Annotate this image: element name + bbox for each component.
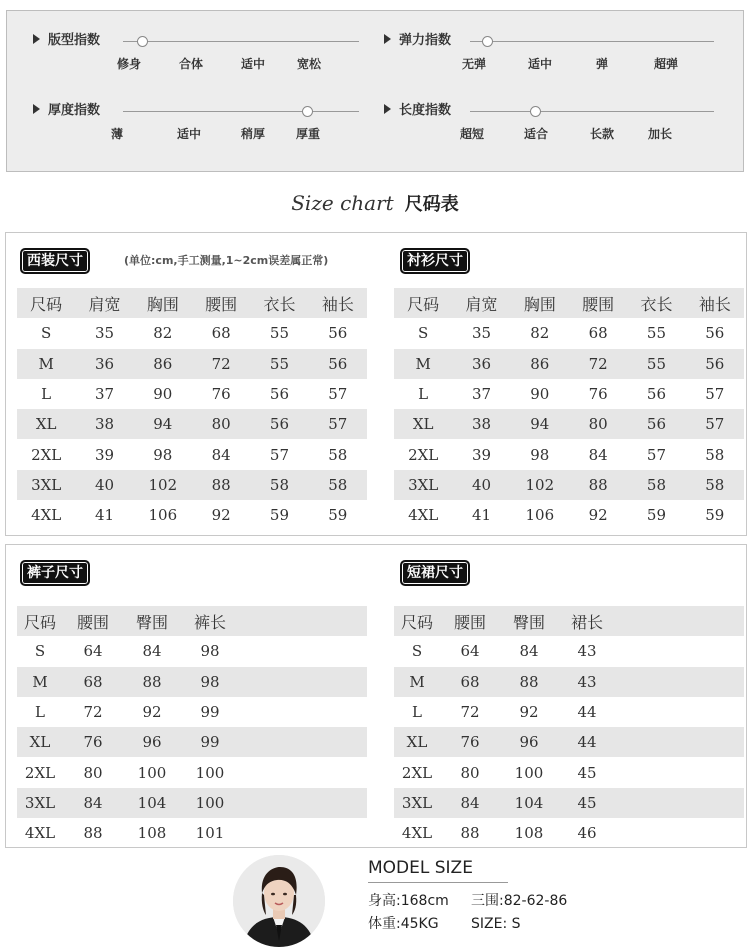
table-cell	[239, 727, 367, 757]
table-cell: 92	[519, 703, 539, 722]
table-row	[394, 439, 744, 469]
table-cell: 76	[63, 727, 123, 757]
table-header-cell: 胸围	[511, 288, 569, 318]
table-cell: 55	[627, 349, 685, 379]
index-option: 修身	[116, 57, 141, 71]
table-cell: 82	[153, 324, 173, 343]
table-cell: 3XL	[394, 788, 440, 818]
table-cell	[616, 667, 744, 697]
table-cell: 88	[500, 667, 558, 697]
table-cell: 98	[200, 642, 220, 661]
table-cell: XL	[17, 409, 75, 439]
table-header-cell: 肩宽	[452, 288, 510, 318]
table-cell: 59	[269, 506, 290, 525]
table-header-cell: 袖长	[686, 288, 744, 318]
table-cell: 56	[309, 349, 367, 379]
index-option: 长款	[589, 127, 614, 141]
table-cell	[616, 757, 744, 787]
table-cell: 56	[328, 324, 348, 343]
table-cell	[616, 697, 744, 727]
table-cell	[239, 636, 367, 666]
table-cell: 106	[525, 506, 555, 525]
table-cell: 92	[142, 703, 162, 722]
table-header-row	[394, 288, 744, 318]
index-indicator-knob	[302, 106, 313, 117]
table-cell: 55	[250, 349, 308, 379]
table-cell: XL	[394, 727, 440, 757]
table-cell: 56	[627, 409, 685, 439]
triangle-icon	[384, 34, 391, 44]
table-cell: L	[412, 703, 422, 722]
table-cell: 80	[569, 409, 627, 439]
table-cell: S	[418, 324, 429, 343]
measurement-note: (单位:cm,手工测量,1~2cm误差属正常)	[124, 254, 329, 267]
table-cell: S	[34, 642, 46, 661]
table-cell: 98	[181, 667, 239, 697]
table-cell: 56	[686, 349, 744, 379]
table-header-cell: 尺码	[17, 606, 63, 636]
elasticity-index	[384, 33, 724, 83]
table-header-cell: 袖长	[309, 288, 367, 318]
index-option: 适合	[523, 127, 548, 141]
table-cell: 88	[569, 470, 627, 500]
table-cell: 55	[269, 324, 290, 343]
index-indicator-knob	[137, 36, 148, 47]
table-row	[17, 818, 367, 848]
table-cell: 35	[94, 324, 115, 343]
shirt-size-badge: 衬衫尺寸	[400, 248, 470, 274]
table-cell: 38	[75, 409, 133, 439]
table-cell: 36	[452, 349, 510, 379]
table-header-cell: 尺码	[394, 288, 452, 318]
table-row	[394, 349, 744, 379]
table-row	[394, 757, 744, 787]
table-cell: 68	[588, 324, 608, 343]
table-cell: 88	[192, 470, 250, 500]
index-option: 无弹	[461, 57, 486, 71]
table-cell: 72	[460, 703, 480, 722]
table-cell: M	[17, 349, 75, 379]
table-row	[17, 788, 367, 818]
table-cell: 56	[705, 324, 725, 343]
table-header-cell: 臀围	[500, 606, 558, 636]
index-option: 适中	[527, 57, 552, 71]
table-cell: 41	[471, 506, 492, 525]
table-row	[17, 409, 367, 439]
table-cell: 57	[269, 445, 290, 464]
model-portrait-icon	[233, 855, 325, 947]
table-row	[394, 409, 744, 439]
index-track	[123, 111, 359, 112]
table-cell: S	[411, 642, 423, 661]
table-cell: 108	[514, 824, 544, 843]
table-cell: 84	[142, 642, 162, 661]
table-header-cell: 衣长	[250, 288, 308, 318]
table-cell: 80	[460, 763, 480, 782]
table-cell: 104	[123, 788, 181, 818]
elasticity-index-label: 弹力指数	[399, 33, 452, 48]
shirt-size-table	[394, 288, 744, 530]
table-header-cell: 裙长	[558, 606, 616, 636]
table-cell: 90	[530, 385, 550, 404]
table-cell	[239, 757, 367, 787]
model-size: SIZE: S	[471, 916, 521, 932]
table-cell	[239, 818, 367, 848]
table-cell: 45	[558, 788, 616, 818]
table-cell: 58	[250, 470, 308, 500]
table-row	[394, 318, 744, 348]
table-cell: 100	[195, 763, 225, 782]
suit-size-badge: 西装尺寸	[20, 248, 90, 274]
pants-size-badge: 裤子尺寸	[20, 560, 90, 586]
table-cell: 101	[195, 824, 225, 843]
table-cell: 58	[705, 445, 725, 464]
table-cell: 68	[63, 667, 123, 697]
table-row	[394, 500, 744, 530]
table-cell: 35	[471, 324, 492, 343]
table-cell: 94	[511, 409, 569, 439]
table-cell: 3XL	[394, 470, 452, 500]
table-cell: 108	[137, 824, 167, 843]
table-cell: 68	[211, 324, 231, 343]
table-cell: 84	[588, 445, 608, 464]
table-cell	[239, 697, 367, 727]
table-cell: 104	[500, 788, 558, 818]
table-header-cell: 腰围	[192, 288, 250, 318]
table-cell: 3XL	[17, 470, 75, 500]
table-cell: M	[17, 667, 63, 697]
table-cell: 82	[530, 324, 550, 343]
table-cell: L	[418, 385, 429, 404]
table-cell: 57	[309, 409, 367, 439]
table-cell: 84	[211, 445, 231, 464]
fit-index	[33, 33, 373, 83]
bottom-size-charts	[5, 544, 747, 848]
index-option: 适中	[240, 57, 265, 71]
model-height: 身高:168cm	[368, 893, 449, 909]
table-cell: 86	[134, 349, 192, 379]
table-cell: 80	[192, 409, 250, 439]
table-cell: 45	[577, 763, 597, 782]
table-cell: 39	[471, 445, 492, 464]
index-option: 适中	[176, 127, 201, 141]
table-cell: 72	[83, 703, 103, 722]
table-cell: 56	[250, 409, 308, 439]
table-cell: 106	[148, 506, 178, 525]
table-header-cell: 腰围	[63, 606, 123, 636]
table-cell: 55	[646, 324, 667, 343]
skirt-size-badge: 短裙尺寸	[400, 560, 470, 586]
table-cell: 102	[134, 470, 192, 500]
index-panel	[6, 10, 744, 172]
table-cell: L	[41, 385, 52, 404]
table-cell	[616, 636, 744, 666]
table-row	[17, 470, 367, 500]
top-size-charts	[5, 232, 747, 536]
table-cell: 98	[530, 445, 550, 464]
table-cell: 59	[328, 506, 348, 525]
model-measurements: 三围:82-62-86	[471, 893, 568, 909]
table-row	[17, 379, 367, 409]
table-cell: 40	[75, 470, 133, 500]
table-cell: 98	[153, 445, 173, 464]
table-cell: 4XL	[408, 506, 439, 525]
table-row	[394, 379, 744, 409]
table-cell: 4XL	[401, 824, 433, 843]
table-cell: 76	[211, 385, 231, 404]
index-option: 薄	[110, 127, 123, 141]
table-cell: 72	[569, 349, 627, 379]
triangle-icon	[33, 104, 40, 114]
table-header-cell: 臀围	[123, 606, 181, 636]
table-row	[17, 500, 367, 530]
table-cell: 100	[137, 763, 167, 782]
table-cell: 88	[83, 824, 103, 843]
table-cell: 80	[83, 763, 103, 782]
length-index-label: 长度指数	[399, 103, 452, 118]
length-index	[384, 103, 724, 153]
table-cell: 37	[471, 385, 492, 404]
table-cell: 46	[577, 824, 597, 843]
table-cell: 99	[200, 703, 220, 722]
table-cell: 84	[519, 642, 539, 661]
table-cell: 88	[460, 824, 480, 843]
table-cell: S	[41, 324, 52, 343]
table-cell: 3XL	[17, 788, 63, 818]
table-cell: 84	[63, 788, 123, 818]
table-cell: XL	[394, 409, 452, 439]
table-cell: 39	[94, 445, 115, 464]
thickness-index	[33, 103, 373, 153]
table-cell: 37	[94, 385, 115, 404]
table-cell: 59	[705, 506, 725, 525]
pants-size-table	[17, 606, 367, 848]
table-row	[394, 636, 744, 666]
table-cell: 4XL	[31, 506, 62, 525]
size-chart-heading-zh: 尺码表	[404, 194, 459, 215]
model-size-title: MODEL SIZE	[368, 858, 473, 878]
thickness-index-title	[33, 103, 100, 119]
triangle-icon	[33, 34, 40, 44]
table-row	[17, 636, 367, 666]
table-row	[394, 727, 744, 757]
table-cell: 100	[514, 763, 544, 782]
table-cell: 64	[460, 642, 480, 661]
index-option: 稍厚	[240, 127, 265, 141]
model-size-divider	[368, 882, 508, 883]
table-cell: 40	[452, 470, 510, 500]
index-option: 弹	[595, 57, 608, 71]
table-cell: 64	[83, 642, 103, 661]
table-cell: 58	[328, 445, 348, 464]
table-header-cell: 腰围	[569, 288, 627, 318]
table-cell: 57	[705, 385, 725, 404]
index-track	[470, 41, 714, 42]
table-cell: 2XL	[24, 763, 56, 782]
table-cell: 43	[558, 667, 616, 697]
table-row	[17, 439, 367, 469]
table-cell: 44	[558, 727, 616, 757]
table-cell: 2XL	[408, 445, 439, 464]
table-row	[17, 349, 367, 379]
table-cell: 56	[269, 385, 290, 404]
table-header-row	[17, 606, 367, 636]
table-row	[394, 788, 744, 818]
table-cell: 96	[500, 727, 558, 757]
table-cell: 100	[181, 788, 239, 818]
table-row	[394, 470, 744, 500]
table-cell: M	[394, 349, 452, 379]
index-indicator-knob	[482, 36, 493, 47]
index-track	[123, 41, 359, 42]
table-header-cell: 胸围	[134, 288, 192, 318]
table-cell	[616, 727, 744, 757]
table-cell: 99	[181, 727, 239, 757]
table-cell: 96	[123, 727, 181, 757]
suit-size-table	[17, 288, 367, 530]
table-row	[17, 727, 367, 757]
index-option: 超短	[459, 127, 484, 141]
table-row	[394, 697, 744, 727]
model-avatar	[233, 855, 325, 947]
model-weight: 体重:45KG	[368, 916, 439, 932]
size-chart-heading	[0, 190, 750, 218]
index-track	[470, 111, 714, 112]
table-cell: 57	[646, 445, 667, 464]
thickness-index-label: 厚度指数	[48, 103, 101, 118]
table-cell: 58	[627, 470, 685, 500]
table-cell: 76	[588, 385, 608, 404]
table-row	[394, 818, 744, 848]
table-cell: 84	[440, 788, 500, 818]
index-indicator-knob	[530, 106, 541, 117]
table-cell: L	[35, 703, 45, 722]
table-cell: M	[394, 667, 440, 697]
table-cell: 43	[577, 642, 597, 661]
table-cell	[239, 788, 367, 818]
table-cell: 58	[686, 470, 744, 500]
index-option: 加长	[647, 127, 672, 141]
table-cell	[239, 667, 367, 697]
elasticity-index-title	[384, 33, 451, 49]
table-cell: XL	[17, 727, 63, 757]
index-option: 厚重	[295, 127, 320, 141]
table-header-cell: 衣长	[627, 288, 685, 318]
table-cell: 57	[686, 409, 744, 439]
table-header-cell: 尺码	[17, 288, 75, 318]
size-chart-heading-en: Size chart	[291, 191, 394, 215]
triangle-icon	[384, 104, 391, 114]
table-cell: 4XL	[24, 824, 56, 843]
fit-index-label: 版型指数	[48, 33, 101, 48]
table-cell: 58	[309, 470, 367, 500]
table-cell: 72	[192, 349, 250, 379]
index-option: 宽松	[296, 57, 321, 71]
table-cell: 36	[75, 349, 133, 379]
table-cell: 88	[123, 667, 181, 697]
table-cell: 38	[452, 409, 510, 439]
table-cell: 102	[511, 470, 569, 500]
table-cell: 2XL	[31, 445, 62, 464]
table-row	[17, 697, 367, 727]
table-cell: 41	[94, 506, 115, 525]
table-row	[17, 318, 367, 348]
table-cell	[616, 788, 744, 818]
table-cell	[616, 818, 744, 848]
table-cell: 57	[328, 385, 348, 404]
table-cell: 2XL	[401, 763, 433, 782]
table-cell	[616, 606, 744, 636]
table-cell: 92	[211, 506, 231, 525]
table-header-row	[394, 606, 744, 636]
table-cell	[239, 606, 367, 636]
index-option: 合体	[178, 57, 203, 71]
table-header-cell: 肩宽	[75, 288, 133, 318]
table-header-cell: 腰围	[440, 606, 500, 636]
table-cell: 94	[134, 409, 192, 439]
table-row	[394, 667, 744, 697]
table-row	[17, 757, 367, 787]
table-header-cell: 尺码	[394, 606, 440, 636]
table-cell: 86	[511, 349, 569, 379]
index-option: 超弹	[653, 57, 678, 71]
table-header-row	[17, 288, 367, 318]
fit-index-title	[33, 33, 100, 49]
length-index-title	[384, 103, 451, 119]
table-cell: 92	[588, 506, 608, 525]
table-cell: 68	[440, 667, 500, 697]
table-cell: 59	[646, 506, 667, 525]
table-header-cell: 裤长	[181, 606, 239, 636]
table-cell: 44	[577, 703, 597, 722]
table-cell: 76	[440, 727, 500, 757]
table-cell: 90	[153, 385, 173, 404]
table-row	[17, 667, 367, 697]
table-cell: 56	[646, 385, 667, 404]
skirt-size-table	[394, 606, 744, 848]
